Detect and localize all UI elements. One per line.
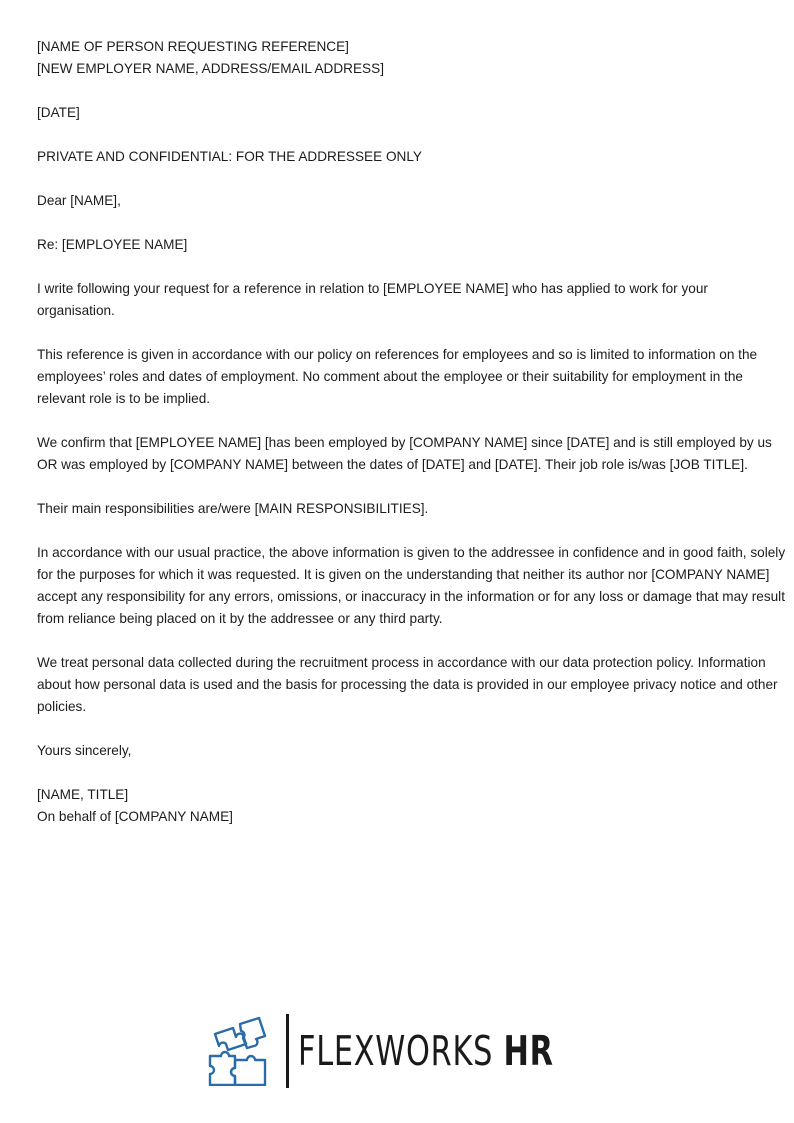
logo-text-flexworks: FLEXWORKS	[298, 1027, 494, 1075]
signature-company: On behalf of [COMPANY NAME]	[37, 809, 233, 824]
paragraph: Their main responsibilities are/were [MAIN RESPONSIBILITIES].	[37, 501, 429, 516]
logo-divider	[286, 1014, 289, 1088]
subject-line: Re: [EMPLOYEE NAME]	[37, 237, 188, 252]
paragraph: This reference is given in accordance with our policy on references for employees and so is limited to information on the employees’ roles and dates of employment. No comment about the employee or their suitability for employment in the relevant role is to be implied.	[37, 347, 758, 406]
paragraph: In accordance with our usual practice, the above information is given to the addressee in confidence and in good faith, solely for the purposes for which it was requested. It is given on the understanding that neither its author nor [COMPANY NAME] accept any responsibility for any errors, omissions, or inaccuracy in the information or for any loss or damage that may result from reliance being placed on it by the addressee or any third party.	[37, 545, 786, 626]
paragraph: I write following your request for a reference in relation to [EMPLOYEE NAME] who has applied to work for your organisation.	[37, 281, 708, 318]
closing: Yours sincerely,	[37, 743, 132, 758]
logo-text-hr: HR	[503, 1027, 554, 1075]
paragraph: We confirm that [EMPLOYEE NAME] [has been employed by [COMPANY NAME] since [DATE] and is still employed by us OR was employed by [COMPANY NAME] between the dates of [DATE] and [DATE]. Their job role is/was [JOB TITLE].	[37, 435, 772, 472]
logo-wordmark	[298, 1026, 554, 1076]
puzzle-pieces-icon	[207, 1016, 269, 1086]
letter-date: [DATE]	[37, 105, 80, 120]
flexworks-logo	[207, 1014, 607, 1088]
letter-body	[37, 36, 787, 828]
signature-name: [NAME, TITLE]	[37, 787, 129, 802]
paragraph: We treat personal data collected during the recruitment process in accordance with our data protection policy. Information about how personal data is used and the basis for processing the data is provided in our employee privacy notice and other policies.	[37, 655, 778, 714]
salutation: Dear [NAME],	[37, 193, 121, 208]
recipient-address: [NEW EMPLOYER NAME, ADDRESS/EMAIL ADDRESS]	[37, 61, 384, 76]
confidential-notice: PRIVATE AND CONFIDENTIAL: FOR THE ADDRESSEE ONLY	[37, 149, 422, 164]
recipient-name: [NAME OF PERSON REQUESTING REFERENCE]	[37, 39, 349, 54]
